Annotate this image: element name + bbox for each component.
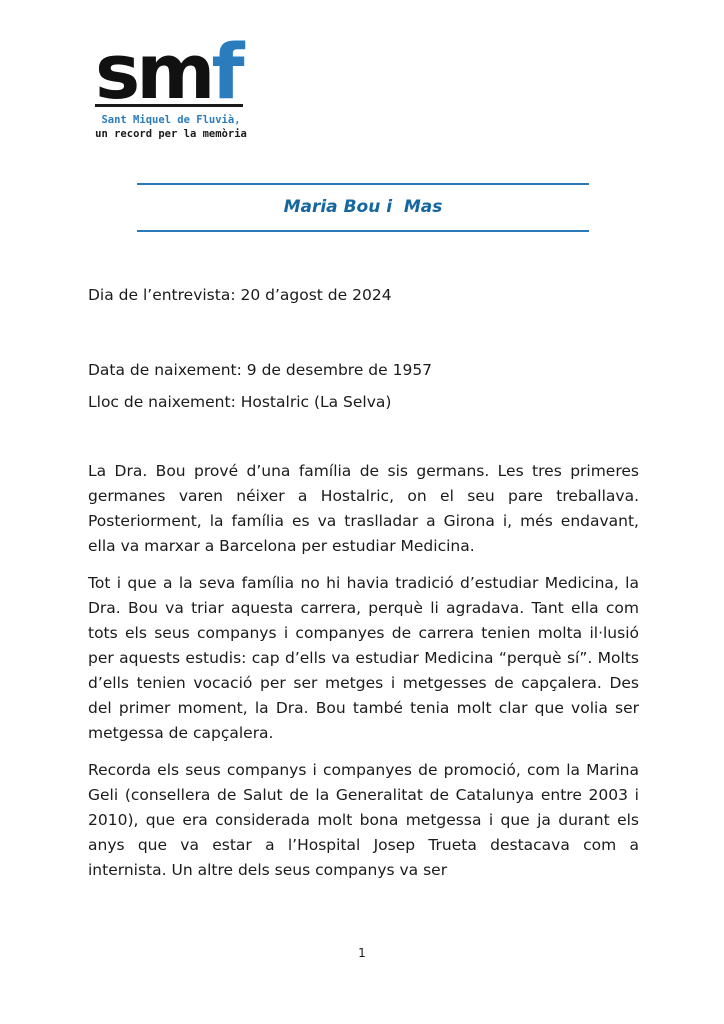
page-title: Maria Bou i Mas <box>283 197 443 217</box>
body-paragraph: La Dra. Bou prové d’una família de sis germans. Les tres primeres germanes varen néixer a Hostalric, on el seu pare treballava. Posteriorment, la família es va traslladar a Girona i, més endavant, ella va marxar a Barcelona per estudiar Medicina. <box>88 462 639 555</box>
body-paragraph: Recorda els seus companys i companyes de promoció, com la Marina Geli (consellera de Salut de la Generalitat de Catalunya entre 2003 i 2010), que era considerada molt bona metgessa i que ja durant els anys que va estar a l’Hospital Josep Trueta destacava com a internista. Un altre dels seus companys va ser <box>88 761 639 879</box>
logo-wordmark <box>95 27 247 116</box>
birth-place-line: Lloc de naixement: Hostalric (La Selva) <box>88 393 392 411</box>
logo-tagline-line1: Sant Miquel de Fluvià, <box>101 114 241 126</box>
birth-date-line: Data de naixement: 9 de desembre de 1957 <box>88 361 433 379</box>
smf-logo <box>95 27 247 141</box>
interview-meta <box>88 283 639 415</box>
body-paragraph: Tot i que a la seva família no hi havia tradició d’estudiar Medicina, la Dra. Bou va triar aquesta carrera, perquè li agradava. Tant ella com tots els seus companys i companyes de carrera tenien molta il·lusió per aquests estudis: cap d’ells va estudiar Medicina “perquè sí”. Molts d’ells tenien vocació per ser metges i metgesses de capçalera. Des del primer moment, la Dra. Bou també tenia molt clar que volia ser metgessa de capçalera. <box>88 574 639 742</box>
logo-tagline-line2: un record per la memòria <box>95 128 247 140</box>
title-rule-bottom <box>137 230 589 232</box>
logo-wordmark-f: f <box>211 27 241 116</box>
body-text <box>88 459 639 883</box>
page-number: 1 <box>358 946 366 960</box>
interview-date-line: Dia de l’entrevista: 20 d’agost de 2024 <box>88 286 392 304</box>
title-block <box>137 183 589 232</box>
logo-wordmark-sm: sm <box>95 27 212 116</box>
